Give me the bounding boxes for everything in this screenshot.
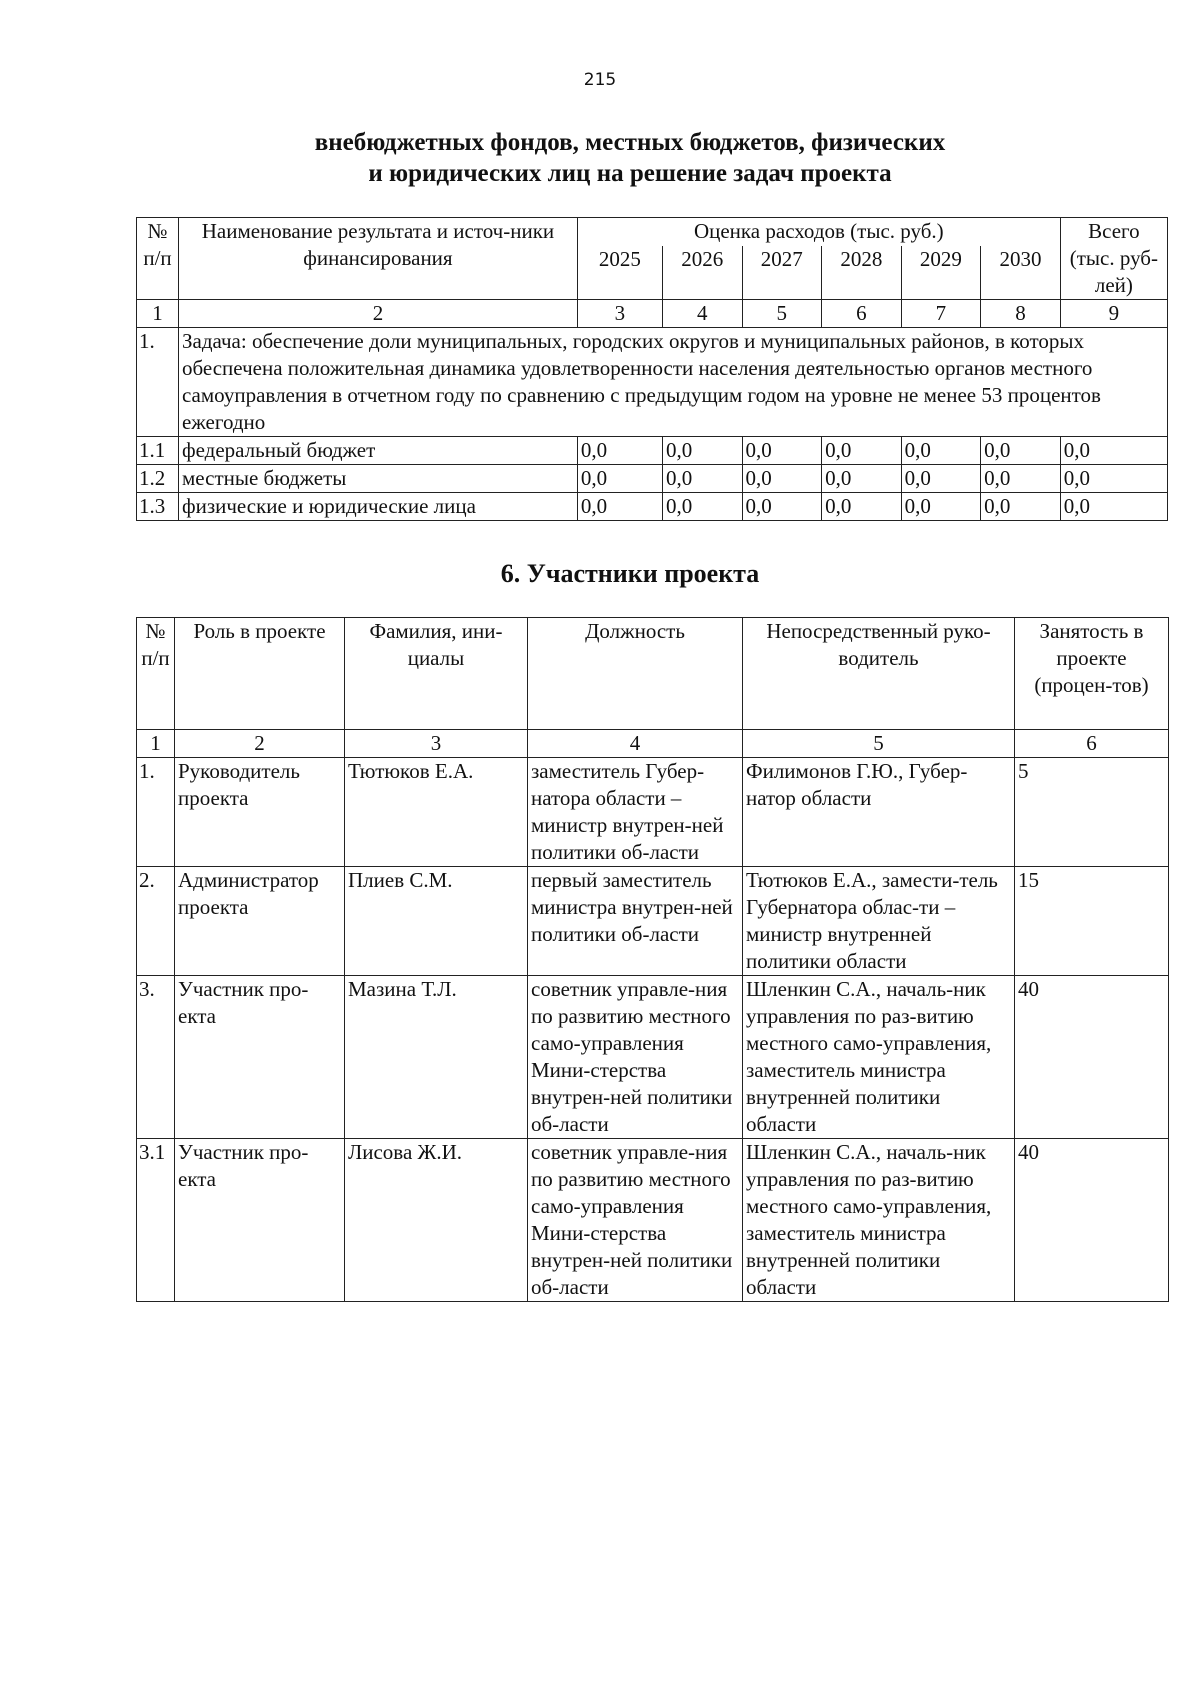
row-value: 0,0 bbox=[981, 493, 1061, 521]
header-year: 2028 bbox=[822, 246, 902, 300]
participant-role: Участник про-екта bbox=[175, 976, 345, 1139]
finance-header-row bbox=[137, 218, 1168, 246]
column-number: 5 bbox=[743, 730, 1015, 758]
participant-employment: 40 bbox=[1015, 1139, 1169, 1302]
participant-num: 2. bbox=[137, 867, 175, 976]
participant-row bbox=[137, 867, 1169, 976]
column-number: 1 bbox=[137, 300, 179, 328]
row-value: 0,0 bbox=[981, 465, 1061, 493]
participant-row bbox=[137, 758, 1169, 867]
column-number: 1 bbox=[137, 730, 175, 758]
column-number: 4 bbox=[528, 730, 743, 758]
row-value: 0,0 bbox=[662, 493, 742, 521]
row-value: 0,0 bbox=[742, 437, 822, 465]
finance-table bbox=[136, 217, 1168, 521]
row-value: 0,0 bbox=[901, 437, 981, 465]
header-num: № п/п bbox=[137, 218, 179, 300]
column-number: 6 bbox=[822, 300, 902, 328]
participant-supervisor: Шленкин С.А., началь-ник управления по раз-витию местного само-управления, заместитель министра внутренней политики области bbox=[743, 976, 1015, 1139]
finance-column-numbers-row bbox=[137, 300, 1168, 328]
header-year: 2026 bbox=[662, 246, 742, 300]
participant-supervisor: Шленкин С.А., началь-ник управления по раз-витию местного само-управления, заместитель министра внутренней политики области bbox=[743, 1139, 1015, 1302]
participants-header-row bbox=[137, 618, 1169, 730]
header-supervisor: Непосредственный руко-водитель bbox=[743, 618, 1015, 730]
finance-task-row bbox=[137, 328, 1168, 437]
header-name: Наименование результата и источ-ники финансирования bbox=[178, 218, 577, 300]
column-number: 9 bbox=[1060, 300, 1167, 328]
header-employment: Занятость в проекте (процен-тов) bbox=[1015, 618, 1169, 730]
participants-heading: 6. Участники проекта bbox=[500, 559, 760, 588]
row-value: 0,0 bbox=[822, 493, 902, 521]
row-value: 0,0 bbox=[577, 465, 662, 493]
header-year: 2027 bbox=[742, 246, 822, 300]
participant-role: Участник про-екта bbox=[175, 1139, 345, 1302]
row-num: 1.1 bbox=[137, 437, 179, 465]
participant-position: первый заместитель министра внутрен-ней политики об-ласти bbox=[528, 867, 743, 976]
row-value: 0,0 bbox=[662, 437, 742, 465]
header-total: Всего (тыс. руб-лей) bbox=[1060, 218, 1167, 300]
column-number: 7 bbox=[901, 300, 981, 328]
participant-position: советник управле-ния по развитию местного само-управления Мини-стерства внутрен-ней политики об-ласти bbox=[528, 976, 743, 1139]
header-year: 2030 bbox=[981, 246, 1061, 300]
participant-employment: 15 bbox=[1015, 867, 1169, 976]
column-number: 3 bbox=[345, 730, 528, 758]
participant-role: Администратор проекта bbox=[175, 867, 345, 976]
participant-role: Руководитель проекта bbox=[175, 758, 345, 867]
task-num: 1. bbox=[137, 328, 179, 437]
participant-name: Лисова Ж.И. bbox=[345, 1139, 528, 1302]
finance-row bbox=[137, 493, 1168, 521]
row-value: 0,0 bbox=[901, 465, 981, 493]
row-value: 0,0 bbox=[901, 493, 981, 521]
column-number: 5 bbox=[742, 300, 822, 328]
participant-supervisor: Филимонов Г.Ю., Губер-натор области bbox=[743, 758, 1015, 867]
column-number: 3 bbox=[577, 300, 662, 328]
header-role: Роль в проекте bbox=[175, 618, 345, 730]
participant-num: 3. bbox=[137, 976, 175, 1139]
row-value: 0,0 bbox=[822, 437, 902, 465]
column-number: 2 bbox=[175, 730, 345, 758]
column-number: 2 bbox=[178, 300, 577, 328]
finance-heading-line-2: и юридических лиц на решение задач проекта bbox=[368, 160, 892, 187]
participant-num: 1. bbox=[137, 758, 175, 867]
row-num: 1.2 bbox=[137, 465, 179, 493]
row-value: 0,0 bbox=[577, 493, 662, 521]
participants-table bbox=[136, 617, 1169, 1302]
row-value: 0,0 bbox=[822, 465, 902, 493]
row-num: 1.3 bbox=[137, 493, 179, 521]
finance-row bbox=[137, 437, 1168, 465]
participant-name: Плиев С.М. bbox=[345, 867, 528, 976]
header-year: 2029 bbox=[901, 246, 981, 300]
header-position: Должность bbox=[528, 618, 743, 730]
participant-name: Тютюков Е.А. bbox=[345, 758, 528, 867]
row-name: федеральный бюджет bbox=[178, 437, 577, 465]
finance-row bbox=[137, 465, 1168, 493]
row-value: 0,0 bbox=[981, 437, 1061, 465]
participant-employment: 5 bbox=[1015, 758, 1169, 867]
row-total: 0,0 bbox=[1060, 465, 1167, 493]
participant-position: заместитель Губер-натора области – министр внутрен-ней политики об-ласти bbox=[528, 758, 743, 867]
task-text: Задача: обеспечение доли муниципальных, городских округов и муниципальных районов, в которых обеспечена положительная динамика удовлетворенности населения деятельностью органов местного самоуправления в отчетном году по сравнению с предыдущим годом на уровне не менее 53 процентов ежегодно bbox=[178, 328, 1167, 437]
participant-num: 3.1 bbox=[137, 1139, 175, 1302]
participant-row bbox=[137, 1139, 1169, 1302]
row-value: 0,0 bbox=[577, 437, 662, 465]
participants-column-numbers-row bbox=[137, 730, 1169, 758]
page-number: 215 bbox=[583, 70, 617, 90]
header-estimate: Оценка расходов (тыс. руб.) bbox=[577, 218, 1060, 246]
row-value: 0,0 bbox=[742, 493, 822, 521]
row-name: местные бюджеты bbox=[178, 465, 577, 493]
participant-employment: 40 bbox=[1015, 976, 1169, 1139]
row-value: 0,0 bbox=[662, 465, 742, 493]
finance-heading-line-1: внебюджетных фондов, местных бюджетов, физических bbox=[314, 129, 946, 156]
column-number: 4 bbox=[662, 300, 742, 328]
participant-name: Мазина Т.Л. bbox=[345, 976, 528, 1139]
column-number: 8 bbox=[981, 300, 1061, 328]
row-value: 0,0 bbox=[742, 465, 822, 493]
row-total: 0,0 bbox=[1060, 437, 1167, 465]
row-name: физические и юридические лица bbox=[178, 493, 577, 521]
participant-supervisor: Тютюков Е.А., замести-тель Губернатора облас-ти – министр внутренней политики области bbox=[743, 867, 1015, 976]
participant-row bbox=[137, 976, 1169, 1139]
column-number: 6 bbox=[1015, 730, 1169, 758]
header-num: № п/п bbox=[137, 618, 175, 730]
finance-heading bbox=[130, 127, 1130, 189]
header-name: Фамилия, ини-циалы bbox=[345, 618, 528, 730]
row-total: 0,0 bbox=[1060, 493, 1167, 521]
participant-position: советник управле-ния по развитию местного само-управления Мини-стерства внутрен-ней политики об-ласти bbox=[528, 1139, 743, 1302]
header-year: 2025 bbox=[577, 246, 662, 300]
